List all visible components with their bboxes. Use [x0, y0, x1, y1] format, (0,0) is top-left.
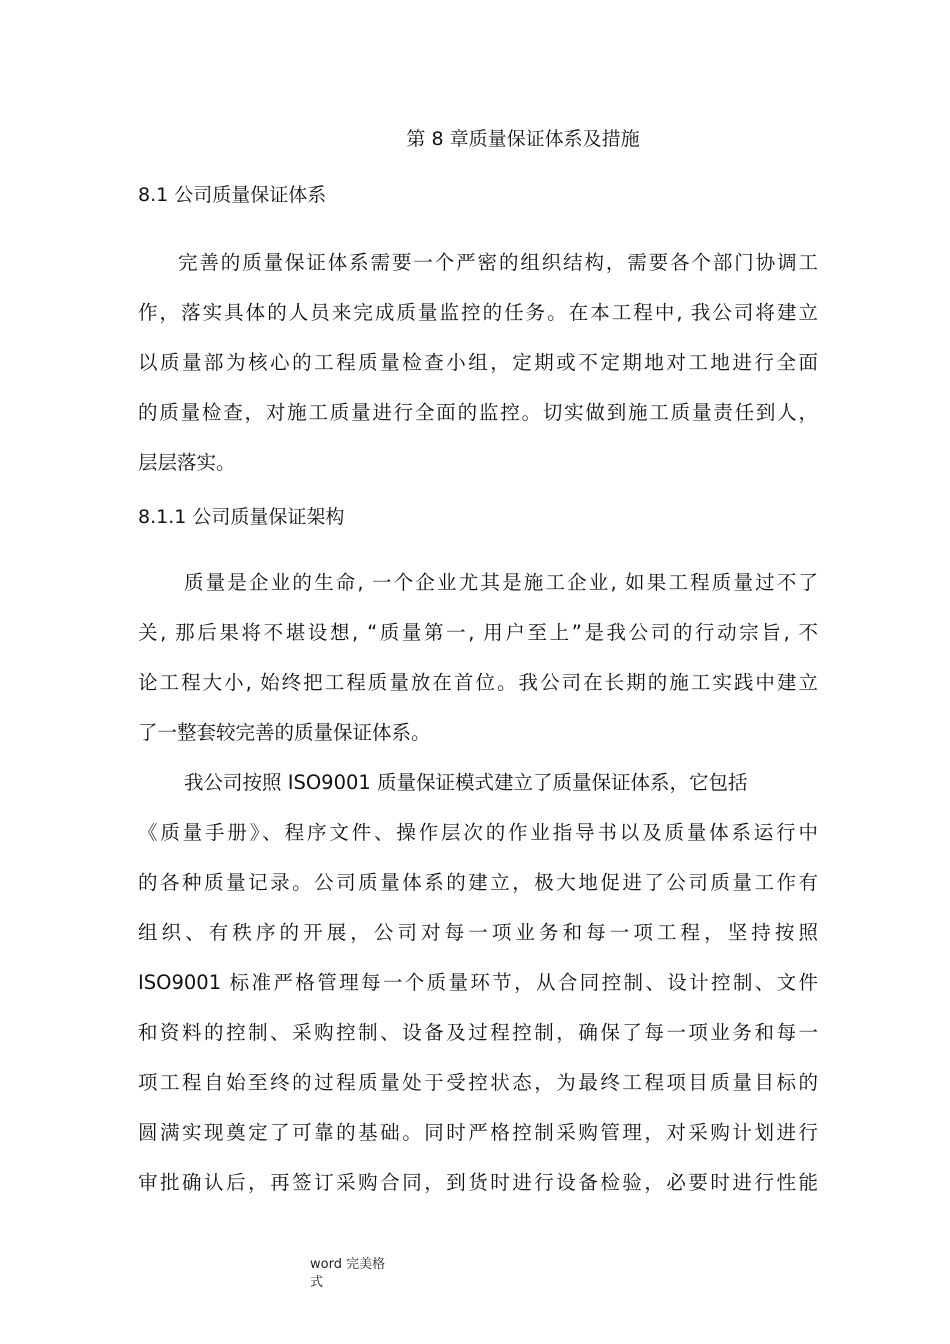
paragraph-line: 层层落实。: [138, 451, 236, 474]
footer-line: word 完美格: [310, 1257, 386, 1272]
paragraph-line: 论工程大小, 始终把工程质量放在首位。我公司在长期的施工实践中建立: [138, 671, 818, 694]
paragraph-line: 完善的质量保证体系需要一个严密的组织结构，需要各个部门协调工: [178, 251, 818, 274]
page-footer: [310, 1256, 385, 1292]
paragraph-line: 《质量手册》、程序文件、操作层次的作业指导书以及质量体系运行中: [138, 821, 818, 844]
paragraph-line: 了一整套较完善的质量保证体系。: [138, 721, 431, 744]
paragraph-line: 质量是企业的生命, 一个企业尤其是施工企业, 如果工程质量过不了: [184, 571, 818, 594]
page-title: 第 8 章质量保证体系及措施: [406, 128, 640, 150]
paragraph-line: 的质量检查，对施工质量进行全面的监控。切实做到施工质量责任到人，: [138, 401, 818, 424]
section-heading-8-1-1: 8.1.1 公司质量保证架构: [138, 506, 345, 528]
paragraph-line: 以质量部为核心的工程质量检查小组，定期或不定期地对工地进行全面: [138, 351, 818, 374]
paragraph-line: 组织、有秩序的开展，公司对每一项业务和每一项工程，坚持按照: [138, 921, 818, 944]
paragraph-line: 作，落实具体的人员来完成质量监控的任务。在本工程中, 我公司将建立: [138, 301, 818, 324]
paragraph-line: 关, 那后果将不堪设想, “质量第一, 用户至上”是我公司的行动宗旨, 不: [138, 621, 818, 644]
paragraph-line: 我公司按照 ISO9001 质量保证模式建立了质量保证体系，它包括: [184, 771, 748, 794]
paragraph-line: 项工程自始至终的过程质量处于受控状态，为最终工程项目质量目标的: [138, 1071, 818, 1094]
paragraph-line: 圆满实现奠定了可靠的基础。同时严格控制采购管理，对采购计划进行: [138, 1121, 818, 1144]
paragraph-line: 和资料的控制、采购控制、设备及过程控制，确保了每一项业务和每一: [138, 1021, 818, 1044]
paragraph-line: 的各种质量记录。公司质量体系的建立，极大地促进了公司质量工作有: [138, 871, 818, 894]
section-heading-8-1: 8.1 公司质量保证体系: [138, 184, 327, 206]
footer-line: 式: [310, 1275, 324, 1290]
paragraph-line: ISO9001 标准严格管理每一个质量环节，从合同控制、设计控制、文件: [138, 971, 818, 994]
paragraph-line: 审批确认后，再签订采购合同，到货时进行设备检验，必要时进行性能: [138, 1171, 818, 1194]
